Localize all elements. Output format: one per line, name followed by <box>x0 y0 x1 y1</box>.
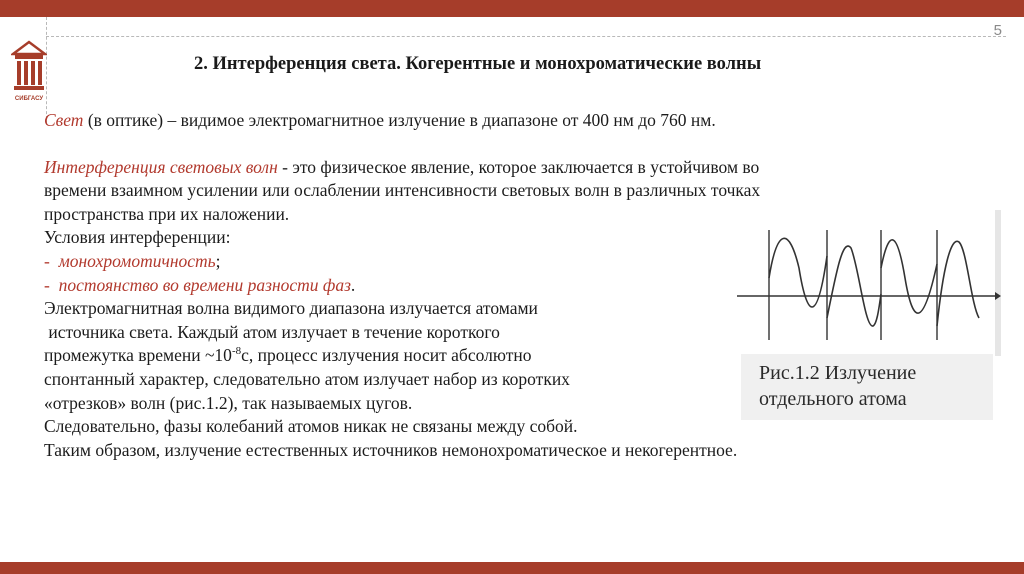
condition-bullet: - <box>44 274 50 295</box>
condition-bullet: - <box>44 250 50 271</box>
logo-text: СИБГАСУ <box>14 96 44 102</box>
text-line: Следовательно, фазы колебаний атомов никак не связаны между собой. <box>44 416 578 437</box>
page-number: 5 <box>993 22 1002 39</box>
university-logo-icon <box>11 38 47 110</box>
definition-light-text: (в оптике) – видимое электромагнитное излучение в диапазоне от 400 нм до 760 нм. <box>83 110 716 130</box>
caption-line-1: Рис.1.2 Излучение <box>759 362 917 384</box>
condition-text: постоянство во времени разности фаз <box>58 274 351 295</box>
guide-line-horizontal <box>46 36 1006 37</box>
slide-title: 2. Интерференция света. Когерентные и монохроматические волны <box>194 54 762 74</box>
time-before: промежутка времени ~10 <box>44 345 232 366</box>
time-after: с, процесс излучения носит абсолютно <box>241 345 532 366</box>
atom-emission-figure <box>733 208 1001 420</box>
wave-train-2 <box>827 246 881 326</box>
figure-caption <box>741 354 993 420</box>
definition-interference-line1 <box>44 156 924 180</box>
condition-suffix: ; <box>215 250 221 271</box>
text-line: «отрезков» волн (рис.1.2), так называемых цугов. <box>44 392 413 413</box>
definition-interference-text: - это физическое явление, которое заключается в устойчивом во <box>277 156 760 177</box>
time-exponent: -8 <box>231 345 242 358</box>
condition-text: монохромотичность <box>58 250 216 271</box>
text-line: спонтанный характер, следовательно атом излучает набор из коротких <box>44 368 570 389</box>
text-line: Электромагнитная волна видимого диапазона излучается атомами <box>44 298 538 319</box>
caption-line-2: отдельного атома <box>759 388 907 410</box>
text-line: Таким образом, излучение естественных источников немонохроматическое и некогерентное. <box>44 439 738 460</box>
definition-interference-line3: пространства при их наложении. <box>44 203 290 224</box>
definition-light <box>44 109 924 133</box>
condition-suffix: . <box>350 274 356 295</box>
term-light: Свет <box>44 110 84 130</box>
wave-train-3 <box>881 240 937 313</box>
term-interference: Интерференция световых волн <box>44 156 278 177</box>
text-line: источника света. Каждый атом излучает в течение короткого <box>44 321 500 342</box>
top-accent-bar <box>0 0 1024 17</box>
bottom-accent-bar <box>0 562 1024 574</box>
wave-train-4 <box>937 241 979 326</box>
definition-interference-line2: времени взаимном усилении или ослаблении интенсивности световых волн в различных точках <box>44 180 761 201</box>
conditions-title: Условия интерференции: <box>44 227 231 248</box>
